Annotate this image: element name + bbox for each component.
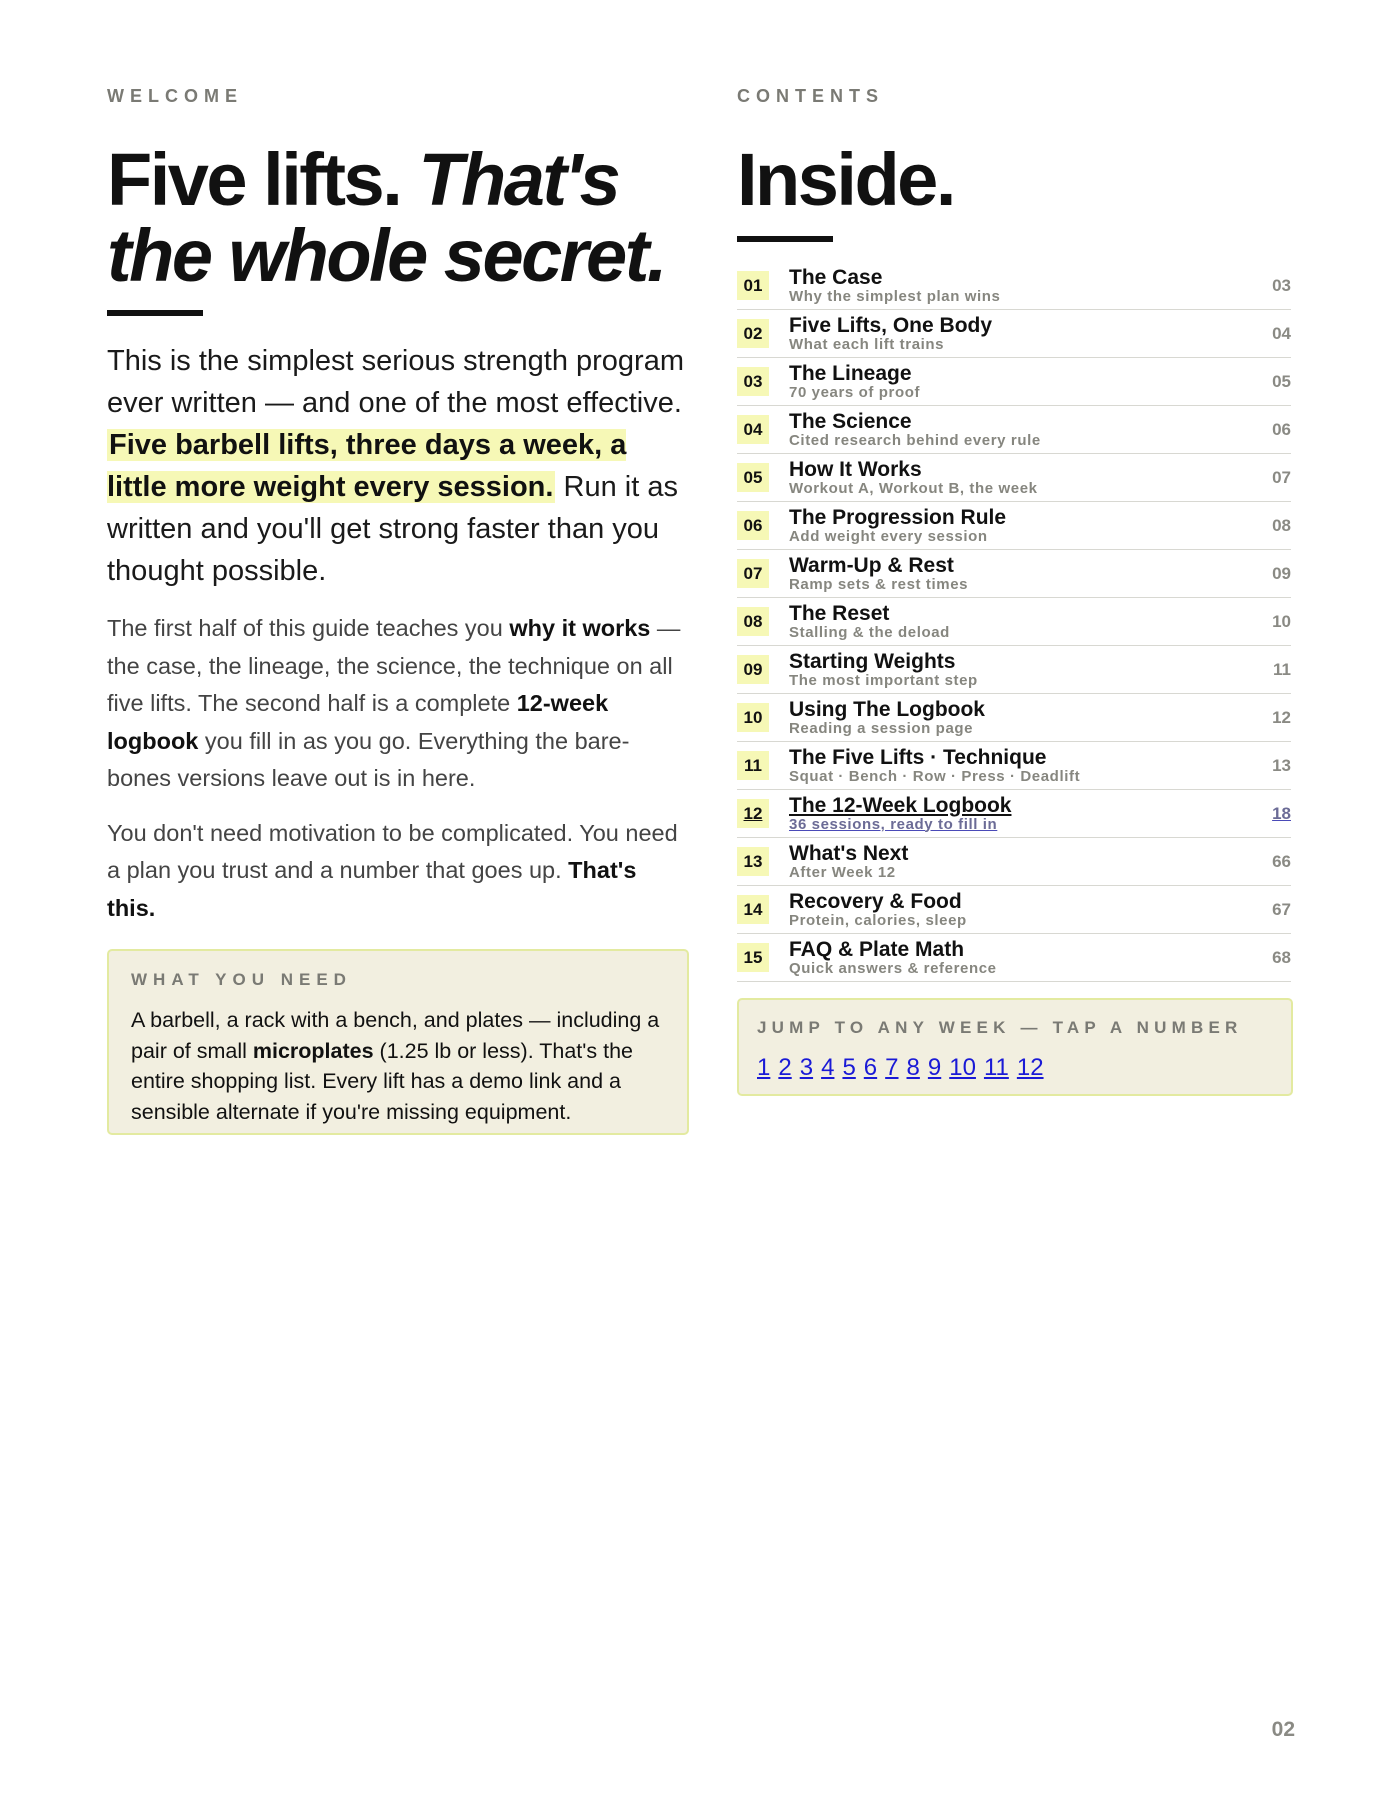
toc-subtitle: Protein, calories, sleep <box>789 911 967 929</box>
toc-number <box>737 847 769 876</box>
toc-title: Starting Weights <box>789 649 956 673</box>
need-text-c: (1.25 lb or less). That's the entire shopping list. Every lift has a demo link and a sensible alternate if you're missing equipment. <box>131 1038 634 1124</box>
headline-rule <box>107 310 203 316</box>
body1-text-e: you fill in as you go. Everything the bare-bones versions leave out is in here. <box>107 727 630 791</box>
toc-page-number: 11 <box>1273 659 1291 679</box>
jump-to-week-box <box>737 998 1293 1096</box>
toc-subtitle: Quick answers & reference <box>789 959 997 977</box>
welcome-column <box>107 84 687 1135</box>
toc-number-text: 13 <box>743 851 763 871</box>
toc-subtitle: Ramp sets & rest times <box>789 575 969 593</box>
contents-eyebrow: CONTENTS <box>737 86 884 106</box>
toc-row <box>737 310 1291 358</box>
week-box-title: JUMP TO ANY WEEK — TAP A NUMBER <box>757 1018 1243 1037</box>
toc-text <box>789 362 1251 402</box>
body1-bold-logbook: 12-week logbook <box>107 690 609 754</box>
need-box-title: WHAT YOU NEED <box>131 970 352 989</box>
toc-title[interactable]: The 12-Week Logbook <box>789 793 1012 817</box>
toc-text <box>789 602 1251 642</box>
toc-row[interactable] <box>737 790 1291 838</box>
toc-number-text: 08 <box>743 611 763 631</box>
toc-row <box>737 454 1291 502</box>
toc-text <box>789 698 1251 738</box>
toc-number-text: 06 <box>743 515 763 535</box>
need-box-text <box>131 1005 665 1127</box>
page-headline <box>107 138 687 297</box>
toc-page-number: 68 <box>1272 947 1291 967</box>
toc-title: The Lineage <box>789 361 912 385</box>
toc-row <box>737 262 1291 310</box>
toc-title: Warm-Up & Rest <box>789 553 954 577</box>
toc-number <box>737 271 769 300</box>
week-link-7[interactable]: 7 <box>885 1054 899 1081</box>
toc-number-text: 01 <box>743 275 763 295</box>
headline-part-3: the whole secret. <box>107 214 665 297</box>
week-link-3[interactable]: 3 <box>799 1054 814 1081</box>
lead-paragraph <box>107 340 687 592</box>
toc-page-number: 66 <box>1272 851 1291 871</box>
need-text-a: A barbell, a rack with a bench, and plates — including a pair of small <box>131 1008 660 1063</box>
toc-subtitle: Add weight every session <box>789 527 988 545</box>
toc-text <box>789 410 1251 450</box>
page-number: 02 <box>1271 1718 1295 1741</box>
toc-row <box>737 694 1291 742</box>
lead-text-2: Run it as written and you'll get strong faster than you thought possible. <box>107 471 678 587</box>
toc-page-number: 07 <box>1272 467 1291 487</box>
toc-row <box>737 646 1291 694</box>
toc-number <box>737 655 769 684</box>
toc-text <box>789 746 1251 786</box>
toc-text <box>789 266 1251 306</box>
toc-page-number: 04 <box>1272 323 1291 343</box>
toc-number-text: 11 <box>744 755 762 775</box>
toc-number-text: 07 <box>743 563 763 583</box>
toc-page-number: 09 <box>1272 563 1291 583</box>
toc-title: Using The Logbook <box>789 697 985 721</box>
toc-subtitle: After Week 12 <box>789 863 896 881</box>
toc-number <box>737 895 769 924</box>
toc-number <box>737 415 769 444</box>
toc-number <box>737 319 769 348</box>
toc-subtitle: What each lift trains <box>789 335 945 353</box>
toc-number-text: 05 <box>743 467 763 487</box>
toc-number-text: 12 <box>743 803 763 823</box>
toc-number-text: 03 <box>743 371 763 391</box>
contents-column <box>737 84 1291 1096</box>
toc-row <box>737 358 1291 406</box>
week-link-1[interactable]: 1 <box>757 1054 771 1081</box>
toc-page-number: 10 <box>1272 611 1291 631</box>
contents-title: Inside. <box>737 138 954 221</box>
toc-subtitle: Squat · Bench · Row · Press · Deadlift <box>789 767 1081 785</box>
week-link-6[interactable]: 6 <box>863 1054 878 1081</box>
toc-title: FAQ & Plate Math <box>789 937 965 961</box>
toc-text <box>789 938 1251 978</box>
toc-page-number: 08 <box>1272 515 1291 535</box>
toc-number-text: 15 <box>743 947 763 967</box>
body2-bold-thats-this: That's this. <box>107 857 637 921</box>
body-paragraph-2 <box>107 815 687 928</box>
toc-subtitle: The most important step <box>789 671 978 689</box>
toc-number-text: 09 <box>743 659 763 679</box>
toc-number <box>737 463 769 492</box>
toc-number <box>737 943 769 972</box>
toc-subtitle: 70 years of proof <box>789 383 921 401</box>
toc-subtitle: Stalling & the deload <box>789 623 950 641</box>
toc-title: The Five Lifts · Technique <box>789 745 1047 769</box>
toc-title: Recovery & Food <box>789 889 962 913</box>
toc-subtitle: Workout A, Workout B, the week <box>789 479 1038 497</box>
toc-page-number[interactable]: 18 <box>1272 803 1291 823</box>
toc-text <box>789 794 1251 834</box>
toc-number <box>737 367 769 396</box>
body1-text-c: — the case, the lineage, the science, the technique on all five lifts. The second half is a complete <box>107 615 681 716</box>
toc-title: What's Next <box>789 841 909 865</box>
toc-text <box>789 842 1251 882</box>
lead-text-1: This is the simplest serious strength program ever written — and one of the most effective. <box>107 345 684 419</box>
toc-page-number: 06 <box>1272 419 1291 439</box>
toc-title: Five Lifts, One Body <box>789 313 993 337</box>
toc-number-text: 14 <box>743 899 763 919</box>
toc-text <box>789 458 1251 498</box>
week-link-5[interactable]: 5 <box>842 1054 856 1081</box>
headline-part-1: Five lifts. <box>107 138 419 221</box>
toc-row <box>737 886 1291 934</box>
week-links <box>757 1054 1273 1082</box>
toc-title: How It Works <box>789 457 922 481</box>
week-link-9[interactable]: 9 <box>927 1054 942 1081</box>
toc-text <box>789 506 1251 546</box>
toc-number <box>737 607 769 636</box>
toc-number <box>737 559 769 588</box>
toc-page-number: 05 <box>1272 371 1291 391</box>
toc-row <box>737 502 1291 550</box>
toc-subtitle: 36 sessions, ready to fill in <box>789 815 998 833</box>
toc-number <box>737 703 769 732</box>
table-of-contents <box>737 262 1291 982</box>
toc-subtitle: Why the simplest plan wins <box>789 287 1001 305</box>
toc-title: The Progression Rule <box>789 505 1007 529</box>
headline-part-2: That's <box>418 138 619 221</box>
toc-number-text: 10 <box>743 707 763 727</box>
body-paragraph-1 <box>107 610 687 798</box>
toc-number <box>737 799 769 828</box>
toc-number <box>737 751 769 780</box>
welcome-eyebrow: WELCOME <box>107 86 243 106</box>
what-you-need-box <box>107 949 689 1135</box>
toc-row <box>737 550 1291 598</box>
toc-text <box>789 890 1251 930</box>
toc-row <box>737 406 1291 454</box>
toc-row <box>737 934 1291 982</box>
toc-page-number: 13 <box>1272 755 1291 775</box>
toc-row <box>737 742 1291 790</box>
toc-page-number: 03 <box>1272 275 1291 295</box>
lead-highlight: Five barbell lifts, three days a week, a little more weight every session. <box>107 429 627 503</box>
body1-bold-why: why it works <box>509 615 651 641</box>
week-link-11[interactable]: 11 <box>983 1054 1009 1081</box>
body1-text-a: The first half of this guide teaches you <box>107 615 510 641</box>
week-link-12[interactable]: 12 <box>1016 1054 1044 1081</box>
toc-page-number: 67 <box>1272 899 1291 919</box>
week-link-10[interactable]: 10 <box>949 1054 976 1081</box>
toc-page-number: 12 <box>1272 707 1291 727</box>
week-link-4[interactable]: 4 <box>821 1054 835 1081</box>
toc-row <box>737 598 1291 646</box>
toc-number-text: 02 <box>743 323 763 343</box>
toc-subtitle: Cited research behind every rule <box>789 431 1041 449</box>
toc-number-text: 04 <box>743 419 763 439</box>
week-link-2[interactable]: 2 <box>778 1054 792 1081</box>
toc-row <box>737 838 1291 886</box>
toc-text <box>789 650 1251 690</box>
need-bold-microplates: microplates <box>252 1038 374 1063</box>
contents-rule <box>737 236 833 242</box>
toc-text <box>789 314 1251 354</box>
toc-title: The Reset <box>789 601 890 625</box>
week-link-8[interactable]: 8 <box>906 1054 920 1081</box>
toc-subtitle: Reading a session page <box>789 719 974 737</box>
body2-text-a: You don't need motivation to be complicated. You need a plan you trust and a number that goes up. <box>107 819 678 883</box>
toc-title: The Case <box>789 265 883 289</box>
toc-number <box>737 511 769 540</box>
toc-title: The Science <box>789 409 912 433</box>
toc-text <box>789 554 1251 594</box>
